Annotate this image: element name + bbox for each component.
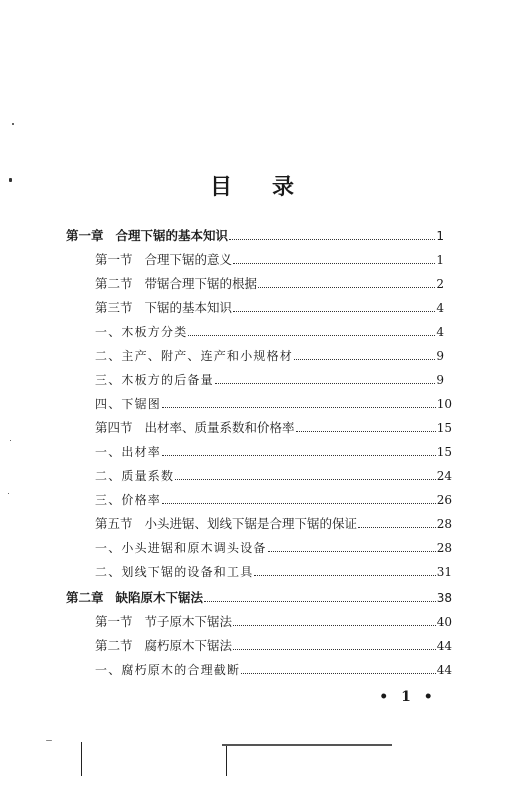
toc-label: 合理下锯的基本知识: [115, 228, 229, 243]
toc-label: 下锯的基本知识: [144, 300, 233, 315]
leader-dots: [294, 358, 435, 360]
toc-number: 第四节: [95, 420, 133, 435]
toc-entry-chapter-1[interactable]: [66, 226, 444, 246]
page-title: [0, 170, 506, 201]
toc-entry-item[interactable]: [95, 562, 452, 582]
toc-page-number: 2: [436, 277, 444, 291]
toc-label: 木板方的后备量: [121, 373, 214, 387]
toc-entry-section[interactable]: [95, 514, 452, 534]
leader-dots: [162, 502, 436, 504]
scan-speck: [8, 493, 9, 494]
toc-page-number: 31: [436, 565, 452, 579]
leader-dots: [175, 478, 436, 480]
toc-entry-section[interactable]: [95, 636, 452, 656]
toc-label: 节子原木下锯法: [144, 614, 233, 629]
toc-entry-section[interactable]: [95, 250, 444, 270]
toc-page-number: 26: [436, 493, 452, 507]
toc-entry-section[interactable]: [95, 612, 452, 632]
toc-page-number: 44: [436, 663, 452, 677]
leader-dots: [268, 550, 436, 552]
toc-number: 第一节: [95, 614, 133, 629]
scan-speck: [12, 123, 14, 125]
toc-entry-item[interactable]: [95, 394, 452, 414]
toc-label: 小头进锯、划线下锯是合理下锯的保证: [144, 516, 358, 531]
toc-page-number: 4: [436, 301, 444, 315]
toc-page-number: 9: [436, 349, 444, 363]
toc-number: 一、: [95, 445, 122, 459]
leader-dots: [162, 406, 436, 408]
toc-label: 小头进锯和原木调头设备: [121, 541, 267, 555]
toc-number: 三、: [95, 373, 122, 387]
toc-page-number: 24: [436, 469, 452, 483]
toc-number: 第一节: [95, 252, 133, 267]
toc-page-number: 28: [436, 541, 452, 555]
toc-label: 带锯合理下锯的根据: [144, 276, 258, 291]
leader-dots: [233, 310, 435, 312]
scan-speck: [9, 178, 12, 182]
toc-entry-item[interactable]: [95, 442, 452, 462]
toc-entry-chapter-2[interactable]: [66, 588, 452, 608]
toc-number: 第三节: [95, 300, 133, 315]
leader-dots: [358, 526, 436, 528]
leader-dots: [254, 574, 435, 576]
toc-number: 二、: [95, 565, 122, 579]
title-char-1: 目: [209, 175, 234, 200]
toc-number: 第一章: [66, 228, 104, 243]
scan-edge-line: [222, 744, 392, 746]
toc-number: 一、: [95, 541, 122, 555]
title-char-2: 录: [272, 175, 297, 200]
toc-entry-item[interactable]: [95, 346, 444, 366]
toc-number: 二、: [95, 349, 122, 363]
toc-label: 缺陷原木下锯法: [115, 590, 204, 605]
toc-entry-item[interactable]: [95, 660, 452, 680]
leader-dots: [204, 600, 436, 602]
leader-dots: [258, 286, 435, 288]
toc-page-number: 10: [436, 397, 452, 411]
leader-dots: [241, 672, 436, 674]
toc-number: 第二章: [66, 590, 104, 605]
toc-entry-item[interactable]: [95, 490, 452, 510]
scan-edge-line: [81, 742, 82, 776]
toc-page-number: 15: [436, 421, 452, 435]
toc-page-number: 15: [436, 445, 452, 459]
toc-label: 质量系数: [121, 469, 175, 483]
toc-label: 合理下锯的意义: [144, 252, 233, 267]
leader-dots: [233, 648, 436, 650]
toc-label: 下锯图: [121, 397, 162, 411]
toc-number: 一、: [95, 325, 122, 339]
toc-number: 第二节: [95, 276, 133, 291]
toc-number: 第五节: [95, 516, 133, 531]
leader-dots: [233, 624, 436, 626]
leader-dots: [162, 454, 436, 456]
toc-label: 木板方分类: [121, 325, 188, 339]
leader-dots: [188, 334, 435, 336]
toc-entry-section[interactable]: [95, 298, 444, 318]
page-folio: • 1 •: [379, 689, 437, 705]
toc-entry-item[interactable]: [95, 538, 452, 558]
leader-dots: [296, 430, 436, 432]
toc-label: 出材率、质量系数和价格率: [144, 420, 295, 435]
toc-number: 一、: [95, 663, 122, 677]
leader-dots: [233, 262, 435, 264]
toc-entry-item[interactable]: [95, 370, 444, 390]
toc-label: 划线下锯的设备和工具: [121, 565, 254, 579]
toc-entry-section[interactable]: [95, 418, 452, 438]
toc-label: 出材率: [121, 445, 162, 459]
scan-edge-line: [226, 744, 227, 776]
toc-page-number: 4: [436, 325, 444, 339]
leader-dots: [215, 382, 436, 384]
toc-number: 四、: [95, 397, 122, 411]
toc-number: 二、: [95, 469, 122, 483]
toc-entry-item[interactable]: [95, 466, 452, 486]
toc-page-number: 44: [436, 639, 452, 653]
scan-speck: [46, 740, 52, 741]
toc-entry-section[interactable]: [95, 274, 444, 294]
scan-speck: [10, 440, 11, 441]
toc-number: 第二节: [95, 638, 133, 653]
toc-label: 主产、附产、连产和小规格材: [121, 349, 294, 363]
leader-dots: [229, 238, 435, 240]
toc-page-number: 40: [436, 615, 452, 629]
toc-page-number: 9: [436, 373, 444, 387]
toc-label: 腐朽原木的合理截断: [121, 663, 241, 677]
toc-page-number: 38: [436, 591, 452, 605]
toc-label: 腐朽原木下锯法: [144, 638, 233, 653]
toc-page-number: 1: [436, 253, 444, 267]
toc-page-number: 1: [436, 229, 444, 243]
toc-number: 三、: [95, 493, 122, 507]
toc-entry-item[interactable]: [95, 322, 444, 342]
toc-page-number: 28: [436, 517, 452, 531]
toc-label: 价格率: [121, 493, 162, 507]
